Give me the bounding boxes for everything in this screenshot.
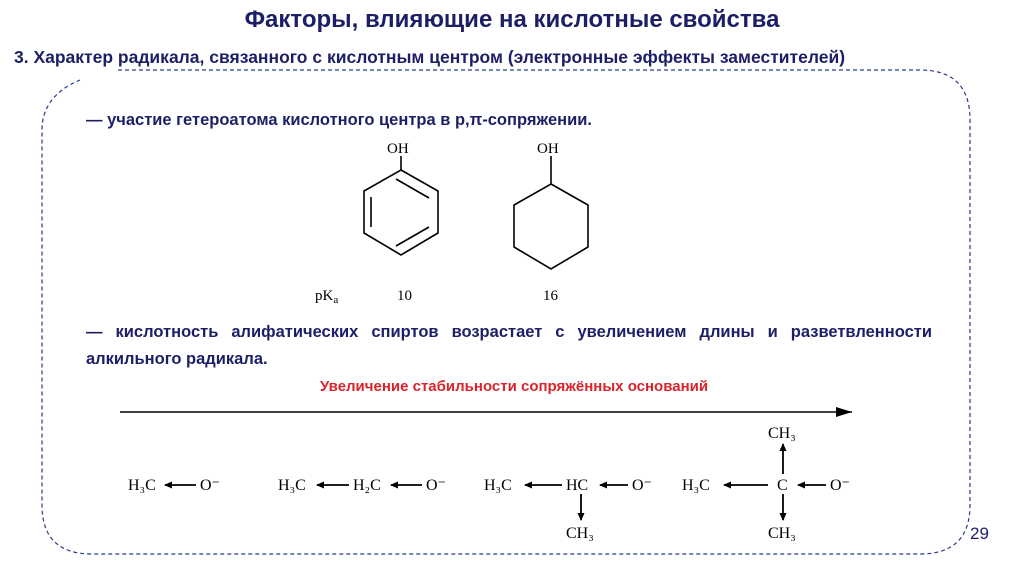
tert-butoxide-oxygen: O⁻ [830,477,850,494]
cyclohexanol-oh-label: OH [537,141,559,157]
tert-butoxide-c: C [777,477,788,494]
tert-butoxide-structure [682,425,850,542]
isopropoxide-ch: HC [566,477,589,494]
isopropoxide-structure [484,477,652,542]
tert-butoxide-ch3-bottom: CH₃ [768,525,796,542]
phenol-oh-label: OH [387,141,409,157]
cyclohexanol-structure [514,141,588,304]
isopropoxide-oxygen: O⁻ [632,477,652,494]
stability-arrow-label: Увеличение стабильности сопряжённых оснований [319,378,709,395]
methoxide-structure [128,477,220,494]
ethoxide-structure [278,477,446,494]
ethoxide-ch2: H₂C [353,477,381,494]
pka-label: $pK_a$ [315,288,339,306]
bullet-aliphatic-alcohols: — кислотность алифатических спиртов возрастает с увеличением длины и разветвленности алкильного радикала. [86,323,932,368]
page-number: 29 [970,524,989,543]
ethoxide-ch3: H₃C [278,477,306,494]
phenol-structure [364,141,438,304]
isopropoxide-ch3-left: H₃C [484,477,512,494]
isopropoxide-ch3-bottom: CH₃ [566,525,594,542]
tert-butoxide-ch3-top: CH₃ [768,425,796,442]
methoxide-oxygen: O⁻ [200,477,220,494]
bullet-conjugation: — участие гетероатома кислотного центра в p,π-сопряжении. [86,111,592,129]
methoxide-ch3: H₃C [128,477,156,494]
slide-title: Факторы, влияющие на кислотные свойства [244,6,780,33]
slide-subtitle: 3. Характер радикала, связанного с кислотным центром (электронные эффекты заместителей) [14,47,846,67]
phenol-pka-value: 10 [397,288,412,304]
tert-butoxide-ch3-left: H₃C [682,477,710,494]
cyclohexanol-pka-value: 16 [543,288,558,304]
ethoxide-oxygen: O⁻ [426,477,446,494]
